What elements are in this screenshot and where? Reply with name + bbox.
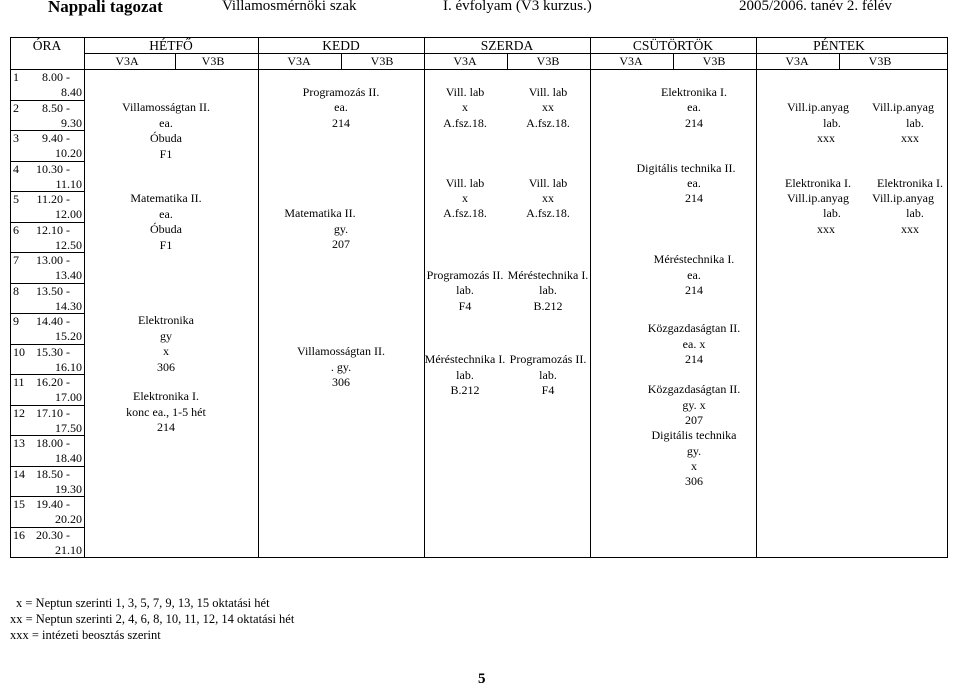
group-header: V3B [536,54,560,68]
course-cell-text: lab. [906,116,924,130]
course-cell-text: Programozás II. [426,268,504,282]
period-number: 4 [13,161,19,176]
grid-line [424,37,425,557]
course-cell-text: lab. [823,116,841,130]
period-number: 12 [13,405,25,420]
course-cell-text: ea. [687,176,701,190]
period-start: 13.00 - [36,253,70,267]
course-cell-text: Digitális technika II. [636,161,736,175]
period-end: 12.50 [55,237,82,252]
period-number: 8 [13,283,19,298]
course-cell-text: Matematika II. [284,206,356,220]
period-start: 17.10 - [36,405,70,420]
day-header: SZERDA [480,38,534,53]
course-cell-text: . gy. [330,360,352,374]
course-cell-text: 214 [685,283,703,297]
course-cell-text: gy. [686,444,702,458]
grid-line [341,53,342,69]
period-number: 7 [13,253,19,267]
period-end: 20.20 [55,512,82,526]
course-cell-text: Közgazdaságtan II. [647,382,741,396]
period-end: 21.10 [55,542,82,557]
period-start: 12.10 - [36,222,70,237]
course-cell-text: ea. [334,100,348,114]
course-cell-text: Méréstechnika I. [424,352,506,366]
course-cell-text: Programozás II. [302,85,380,99]
course-cell-text: A.fsz.18. [443,116,487,130]
course-cell-text: lab. [823,206,841,220]
course-cell-text: Programozás II. [509,352,587,366]
course-cell-text: A.fsz.18. [526,116,570,130]
period-start: 8.50 - [42,100,70,115]
header-year: I. évfolyam (V3 kurzus.) [443,0,592,14]
period-start: 11.20 - [36,192,70,206]
period-start: 13.50 - [36,283,70,298]
course-cell-text: 214 [157,420,175,434]
day-header: HÉTFŐ [149,38,193,53]
period-end: 8.40 [61,85,82,99]
course-cell-text: xx [542,100,554,114]
period-number: 14 [13,466,25,481]
course-cell-text: Elektronika I. [785,176,851,190]
day-header: CSÜTÖRTÖK [632,38,714,53]
period-number: 13 [13,436,25,450]
course-cell-text: xxx [817,222,835,236]
grid-line [10,557,947,558]
period-number: 10 [13,344,25,359]
period-start: 18.50 - [36,466,70,481]
course-cell-text: 306 [157,360,175,374]
period-start: 10.30 - [36,161,70,176]
course-cell-text: konc ea., 1-5 hét [126,405,206,419]
period-end: 10.20 [55,146,82,160]
course-cell-text: Méréstechnika I. [507,268,589,282]
course-cell-text: F4 [541,383,555,397]
grid-line [756,37,757,557]
period-end: 19.30 [55,481,82,496]
course-cell-text: ea. [159,207,173,221]
period-end: 11.10 [55,176,82,191]
grid-line [839,53,840,69]
course-cell-text: Villamosságtan II. [122,100,210,114]
header-program: Villamosmérnöki szak [222,0,357,14]
period-end: 17.00 [55,390,82,404]
day-header: KEDD [322,38,360,53]
course-cell-text: Vill.ip.anyag [787,100,849,114]
group-header: V3B [201,54,225,68]
period-start: 20.30 - [36,527,70,542]
course-cell-text: x [163,344,169,358]
course-cell-text: Matematika II. [130,191,202,205]
period-start: 14.40 - [36,314,70,328]
course-cell-text: Vill. lab [528,85,568,99]
course-cell-text: 214 [685,116,703,130]
grid-line [590,37,591,557]
course-cell-text: xxx [817,131,835,145]
period-end: 15.20 [55,329,82,343]
course-cell-text: lab. [539,368,557,382]
period-end: 12.00 [55,207,82,221]
course-cell-text: Vill.ip.anyag [872,191,934,205]
grid-line [84,37,85,557]
course-cell-text: xxx [901,131,919,145]
course-cell-text: 207 [685,413,703,427]
course-cell-text: Óbuda [150,222,182,236]
course-cell-text: 214 [685,352,703,366]
course-cell-text: Vill. lab [445,176,485,190]
group-header: V3A [619,54,643,68]
course-cell-text: Óbuda [150,131,182,145]
grid-line [507,53,508,69]
course-cell-text: ea. x [682,337,706,351]
group-header: V3A [453,54,477,68]
course-cell-text: lab. [906,206,924,220]
legend-item-xx: xx = Neptun szerinti 2, 4, 6, 8, 10, 11, 12, 14 oktatási hét [10,612,295,626]
course-cell-text: ea. [159,116,173,130]
period-number: 15 [13,497,25,511]
period-end: 13.40 [55,268,82,282]
course-cell-text: Vill. lab [528,176,568,190]
course-cell-text: 214 [332,116,350,130]
course-cell-text: Elektronika I. [133,389,199,403]
course-cell-text: B.212 [450,383,480,397]
course-cell-text: F4 [458,299,472,313]
course-cell-text: lab. [539,283,557,297]
course-cell-text: Elektronika [138,313,194,327]
period-number: 9 [13,314,19,328]
period-number: 2 [13,100,19,115]
course-cell-text: Villamosságtan II. [297,344,385,358]
course-cell-text: A.fsz.18. [526,206,570,220]
period-number: 1 [13,70,19,84]
course-cell-text: A.fsz.18. [443,206,487,220]
period-end: 9.30 [61,115,82,130]
course-cell-text: Elektronika I. [661,85,727,99]
group-header: V3A [115,54,139,68]
period-start: 8.00 - [42,70,70,84]
period-number: 11 [13,375,25,389]
day-header: PÉNTEK [813,38,865,53]
course-cell-text: F1 [159,238,173,252]
group-header: V3A [785,54,809,68]
grid-line [258,37,259,557]
grid-line [10,69,947,70]
legend-item-xxx: xxx = intézeti beosztás szerint [10,628,161,642]
course-cell-text: gy [160,329,172,343]
course-cell-text: Közgazdaságtan II. [647,321,741,335]
course-cell-text: ea. [687,100,701,114]
course-cell-text: xx [542,191,554,205]
period-start: 15.30 - [36,344,70,359]
header-term: 2005/2006. tanév 2. félév [739,0,892,14]
period-end: 16.10 [55,359,82,374]
group-header: V3B [370,54,394,68]
course-cell-text: Méréstechnika I. [653,252,735,266]
course-cell-text: gy. x [682,398,706,412]
course-cell-text: Vill.ip.anyag [787,191,849,205]
course-cell-text: Digitális technika [651,428,737,442]
course-cell-text: ea. [687,268,701,282]
period-number: 5 [13,192,19,206]
course-cell-text: 306 [685,474,703,488]
course-cell-text: 306 [332,375,350,389]
page-number: 5 [478,671,486,687]
grid-line [175,53,176,69]
period-end: 14.30 [55,298,82,313]
course-cell-text: xxx [901,222,919,236]
period-number: 3 [13,131,19,145]
period-start: 19.40 - [36,497,70,511]
group-header: V3B [868,54,892,68]
course-cell-text: lab. [456,368,474,382]
course-cell-text: Vill.ip.anyag [872,100,934,114]
course-cell-text: 207 [332,237,350,251]
course-cell-text: Vill. lab [445,85,485,99]
group-header: V3B [702,54,726,68]
course-cell-text: Elektronika I. [877,176,943,190]
period-number: 6 [13,222,19,237]
course-cell-text: F1 [159,147,173,161]
period-end: 18.40 [55,451,82,465]
period-start: 16.20 - [36,375,70,389]
time-header: ÓRA [32,38,62,53]
course-cell-text: x [462,191,468,205]
course-cell-text: B.212 [533,299,563,313]
grid-line [947,37,948,558]
legend-item-x: x = Neptun szerinti 1, 3, 5, 7, 9, 13, 15 oktatási hét [16,596,270,610]
course-cell-text: 214 [685,191,703,205]
course-cell-text: x [462,100,468,114]
course-cell-text: lab. [456,283,474,297]
grid-line [673,53,674,69]
course-cell-text: x [691,459,697,473]
period-number: 16 [13,527,25,542]
header-title: Nappali tagozat [48,0,163,16]
period-end: 17.50 [55,420,82,435]
group-header: V3A [287,54,311,68]
period-start: 9.40 - [42,131,70,145]
grid-line [10,37,11,557]
course-cell-text: gy. [333,222,349,236]
period-start: 18.00 - [36,436,70,450]
